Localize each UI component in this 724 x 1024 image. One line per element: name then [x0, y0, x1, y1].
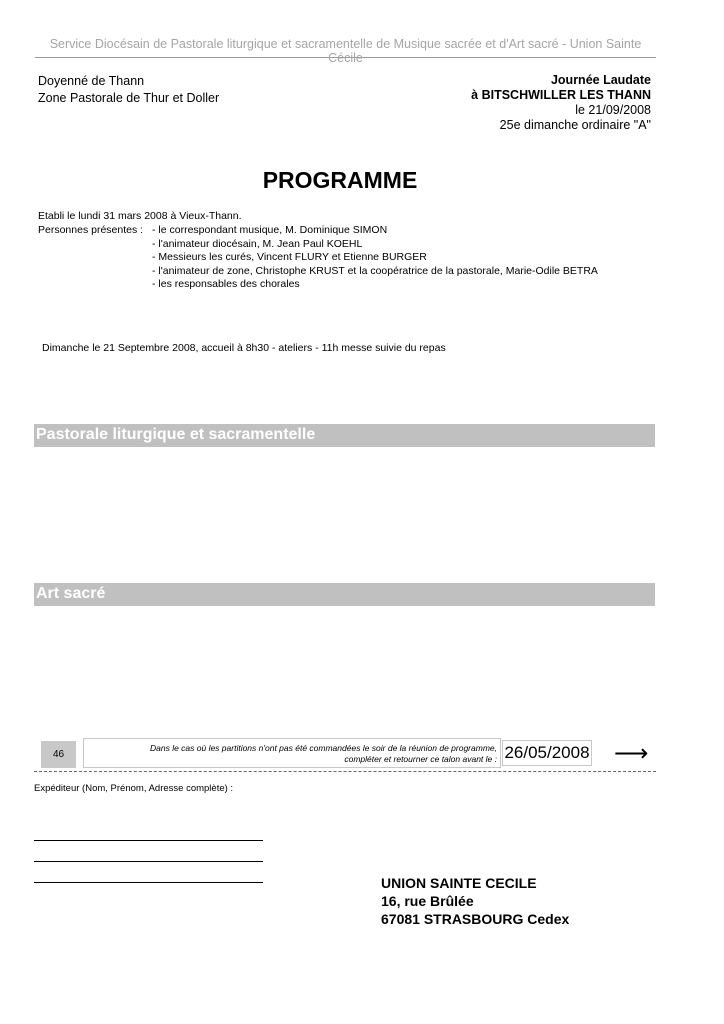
list-item: - le correspondant musique, M. Dominique SIMON: [152, 224, 388, 236]
coupon-notice: [83, 738, 501, 768]
schedule-line: Dimanche le 21 Septembre 2008, accueil à 8h30 - ateliers - 11h messe suivie du repas: [42, 342, 446, 354]
recipient-street: 16, rue Brûlée: [381, 893, 474, 909]
event-place: à BITSCHWILLER LES THANN: [471, 88, 651, 102]
sender-line-2[interactable]: [34, 861, 263, 862]
list-item: - l'animateur de zone, Christophe KRUST et la coopératrice de la pastorale, Marie-Odile BETRA: [152, 264, 598, 277]
established-line: Etabli le lundi 31 mars 2008 à Vieux-Thann.: [38, 210, 242, 222]
coupon-number: 46: [41, 741, 76, 768]
coupon-notice-line1: Dans le cas où les partitions n'ont pas été commandées le soir de la réunion de programme,: [149, 743, 497, 753]
liturgical-day: 25e dimanche ordinaire "A": [499, 118, 651, 132]
list-item: - l'animateur diocésain, M. Jean Paul KOEHL: [152, 237, 363, 250]
sender-line-1[interactable]: [34, 840, 263, 841]
arrow-right-icon: ⟶: [614, 740, 649, 767]
event-name: Journée Laudate: [550, 73, 651, 87]
coupon-notice-line2: compléter et retourner ce talon avant le :: [344, 754, 497, 764]
list-item: - les responsables des chorales: [152, 278, 300, 290]
deanery: Doyenné de Thann: [38, 74, 145, 88]
present-label: Personnes présentes :: [38, 224, 144, 236]
page-title: PROGRAMME: [262, 167, 418, 193]
event-block: [471, 73, 651, 133]
deadline-date: 26/05/2008: [502, 740, 592, 766]
section-art-heading: Art sacré: [34, 583, 655, 606]
page-header: Service Diocésain de Pastorale liturgique et sacramentelle de Musique sacrée et d'Art sacré - Union Sainte Cécile: [35, 10, 656, 58]
section-liturgy-heading: Pastorale liturgique et sacramentelle: [34, 424, 655, 447]
sender-line-3[interactable]: [34, 882, 263, 883]
location-block: [38, 73, 219, 107]
cut-line: [34, 771, 656, 772]
list-item: - Messieurs les curés, Vincent FLURY et Etienne BURGER: [152, 251, 427, 263]
recipient-name: UNION SAINTE CECILE: [381, 875, 537, 891]
sender-label: Expéditeur (Nom, Prénom, Adresse complète) :: [34, 783, 234, 794]
recipient-city: 67081 STRASBOURG Cedex: [381, 911, 570, 927]
pastoral-zone: Zone Pastorale de Thur et Doller: [38, 91, 220, 105]
event-date: le 21/09/2008: [575, 103, 651, 117]
present-list: [152, 224, 598, 292]
recipient-address: [381, 874, 569, 928]
